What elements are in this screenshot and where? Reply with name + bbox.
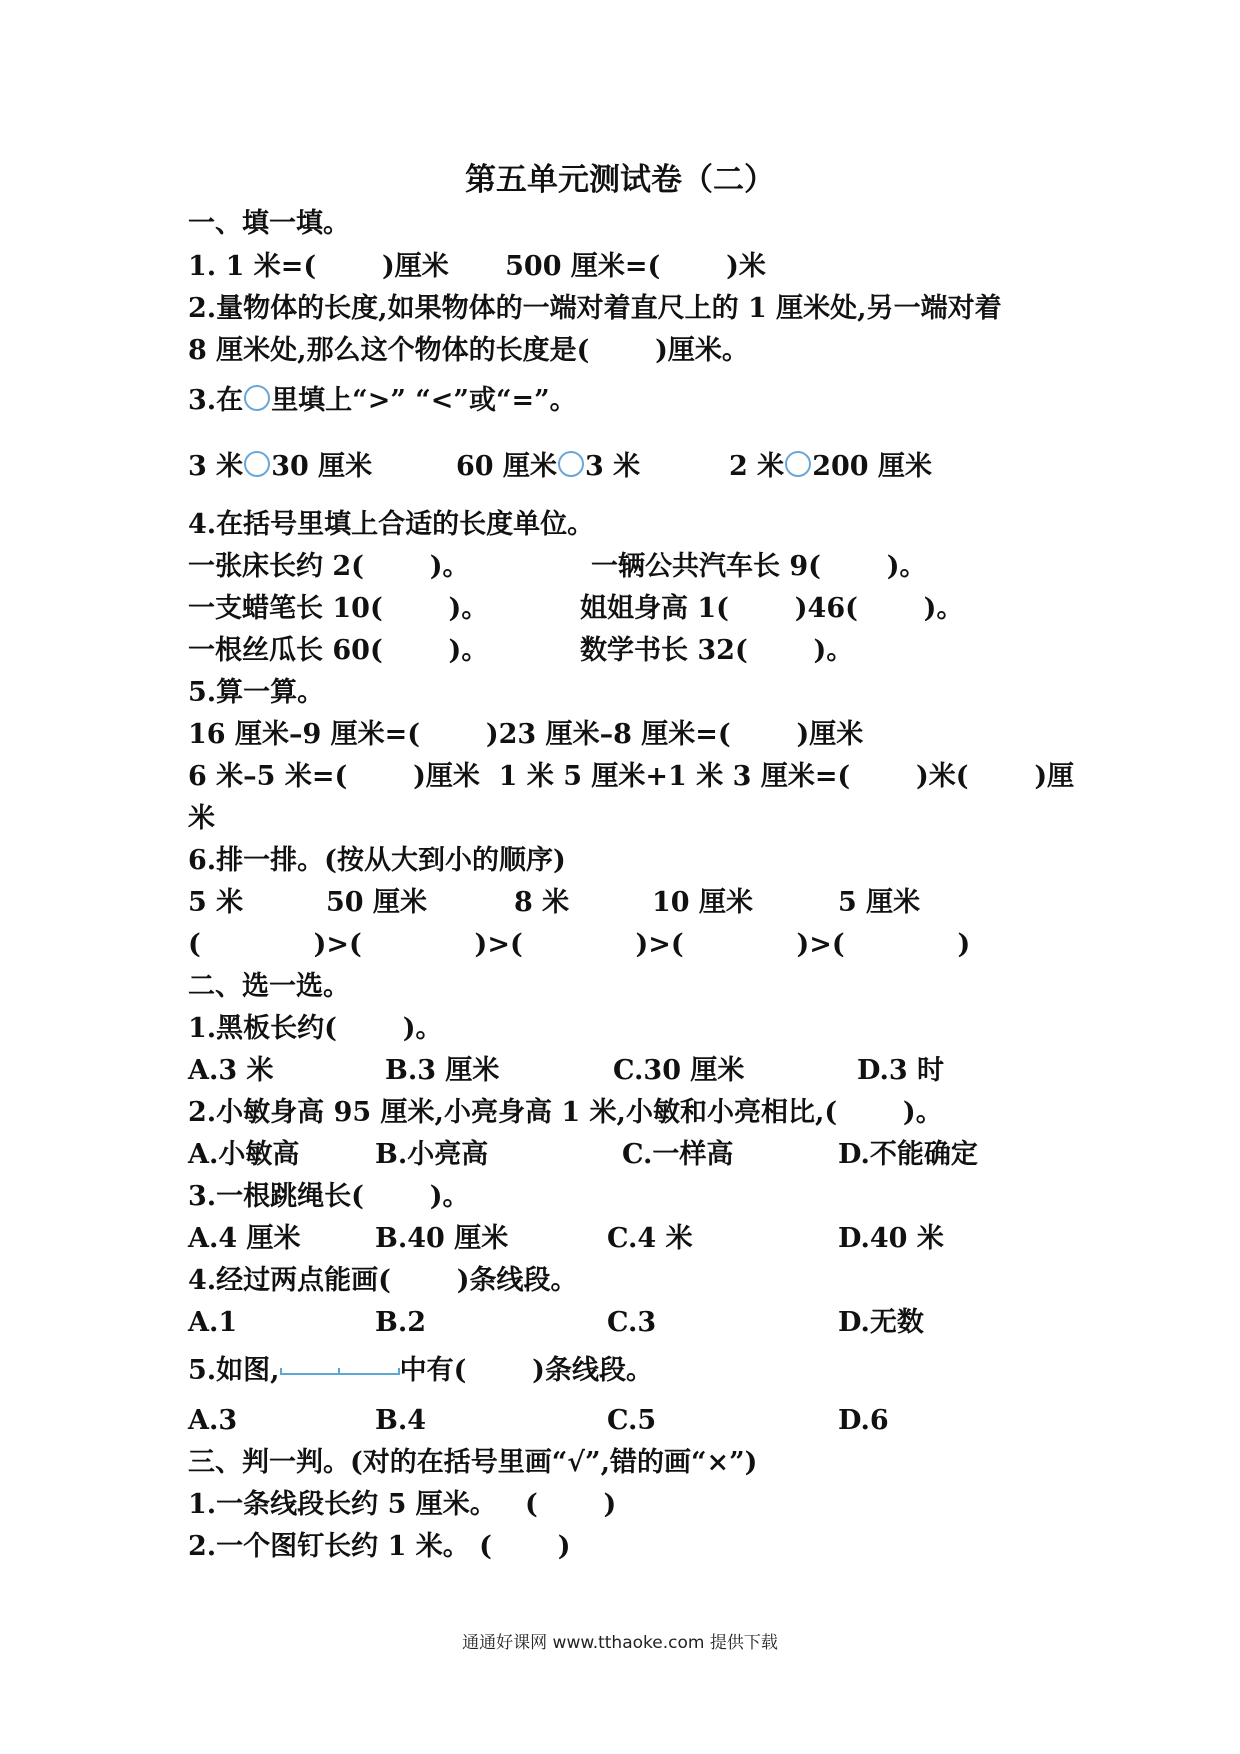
compare-item-b: 60 厘米 3 米: [456, 451, 641, 482]
compare-circle-icon: [244, 385, 270, 411]
s2-q1-option-c: C.30 厘米: [613, 1055, 745, 1086]
s1-question-2-line-2: 8 厘米处,那么这个物体的长度是( )厘米。: [188, 335, 749, 366]
compare-circle-b[interactable]: [558, 451, 584, 477]
q6-item-2: 50 厘米: [326, 887, 427, 918]
q4-row3-left: 一根丝瓜长 60( )。: [188, 635, 489, 666]
section-2-heading: 二、选一选。: [188, 971, 350, 1002]
s1-question-4: 4.在括号里填上合适的长度单位。: [188, 509, 595, 540]
s2-q2-option-a: A.小敏高: [188, 1139, 300, 1170]
q4-row1-right: 一辆公共汽车长 9( )。: [591, 551, 927, 582]
s2-q4-option-a: A.1: [188, 1307, 238, 1338]
s1-question-1: 1. 1 米=( )厘米 500 厘米=( )米: [188, 251, 766, 282]
s2-q5-option-c: C.5: [607, 1405, 657, 1436]
s2-q5-option-b: B.4: [375, 1405, 427, 1436]
section-1-heading: 一、填一填。: [188, 208, 350, 239]
s2-q3-option-a: A.4 厘米: [188, 1223, 301, 1254]
s2-question-4: 4.经过两点能画( )条线段。: [188, 1265, 578, 1296]
s2-question-5: [188, 1354, 653, 1388]
s2-question-3: 3.一根跳绳长( )。: [188, 1181, 470, 1212]
q5-row3: 米: [188, 803, 215, 834]
q4-row3-right: 数学书长 32( )。: [580, 635, 854, 666]
compare-circle-a[interactable]: [244, 451, 270, 477]
section-3-heading: 三、判一判。(对的在括号里画“√”,错的画“×”): [188, 1447, 758, 1478]
compare-circle-c[interactable]: [785, 451, 811, 477]
s2-q2-option-b: B.小亮高: [375, 1139, 489, 1170]
s3-question-1: 1.一条线段长约 5 厘米。 ( ): [188, 1489, 617, 1520]
compare-item-c: 2 米 200 厘米: [729, 451, 932, 482]
s2-question-2: 2.小敏身高 95 厘米,小亮身高 1 米,小敏和小亮相比,( )。: [188, 1097, 943, 1128]
s2-q5-option-d: D.6: [838, 1405, 889, 1436]
s2-q4-option-d: D.无数: [838, 1307, 924, 1338]
s2-q3-option-c: C.4 米: [607, 1223, 693, 1254]
s2-q1-option-b: B.3 厘米: [385, 1055, 500, 1086]
q3-suffix: 里填上“>” “<”或“=”。: [271, 385, 577, 416]
s2-q4-option-b: B.2: [375, 1307, 427, 1338]
q6-item-1: 5 米: [188, 887, 244, 918]
q6-item-3: 8 米: [514, 887, 570, 918]
q6-item-4: 10 厘米: [652, 887, 753, 918]
s1-question-3: [188, 384, 577, 418]
s2-q1-option-d: D.3 时: [857, 1055, 945, 1086]
s2-q5-prefix: 5.如图,: [188, 1355, 280, 1386]
q4-row2-left: 一支蜡笔长 10( )。: [188, 593, 489, 624]
q4-row2-right: 姐姐身高 1( )46( )。: [580, 593, 964, 624]
s2-q4-option-c: C.3: [607, 1307, 657, 1338]
q6-item-5: 5 厘米: [838, 887, 921, 918]
s1-question-6: 6.排一排。(按从大到小的顺序): [188, 845, 566, 876]
s2-q2-option-d: D.不能确定: [838, 1139, 978, 1170]
line-segment-figure-icon: [280, 1361, 400, 1383]
page-title: 第五单元测试卷（二）: [465, 162, 775, 198]
q5-row1: 16 厘米–9 厘米=( )23 厘米–8 厘米=( )厘米: [188, 719, 864, 750]
compare-item-a: 3 米 30 厘米: [188, 451, 373, 482]
s2-q2-option-c: C.一样高: [622, 1139, 734, 1170]
s2-question-1: 1.黑板长约( )。: [188, 1013, 443, 1044]
s1-question-2-line-1: 2.量物体的长度,如果物体的一端对着直尺上的 1 厘米处,另一端对着: [188, 293, 1002, 324]
s2-q3-option-d: D.40 米: [838, 1223, 944, 1254]
s2-q1-option-a: A.3 米: [188, 1055, 274, 1086]
s2-q3-option-b: B.40 厘米: [375, 1223, 509, 1254]
q5-row2: 6 米–5 米=( )厘米 1 米 5 厘米+1 米 3 厘米=( )米( )厘: [188, 761, 1075, 792]
q4-row1-left: 一张床长约 2( )。: [188, 551, 470, 582]
footer-credit: 通通好课网 www.tthaoke.com 提供下载: [462, 1633, 778, 1653]
s1-question-5: 5.算一算。: [188, 677, 325, 708]
q3-prefix: 3.在: [188, 385, 244, 416]
s3-question-2: 2.一个图钉长约 1 米。 ( ): [188, 1531, 571, 1562]
s2-q5-option-a: A.3: [188, 1405, 238, 1436]
q6-order-blanks: ( )>( )>( )>( )>( ): [188, 929, 971, 960]
s2-q5-suffix: 中有( )条线段。: [399, 1355, 653, 1386]
